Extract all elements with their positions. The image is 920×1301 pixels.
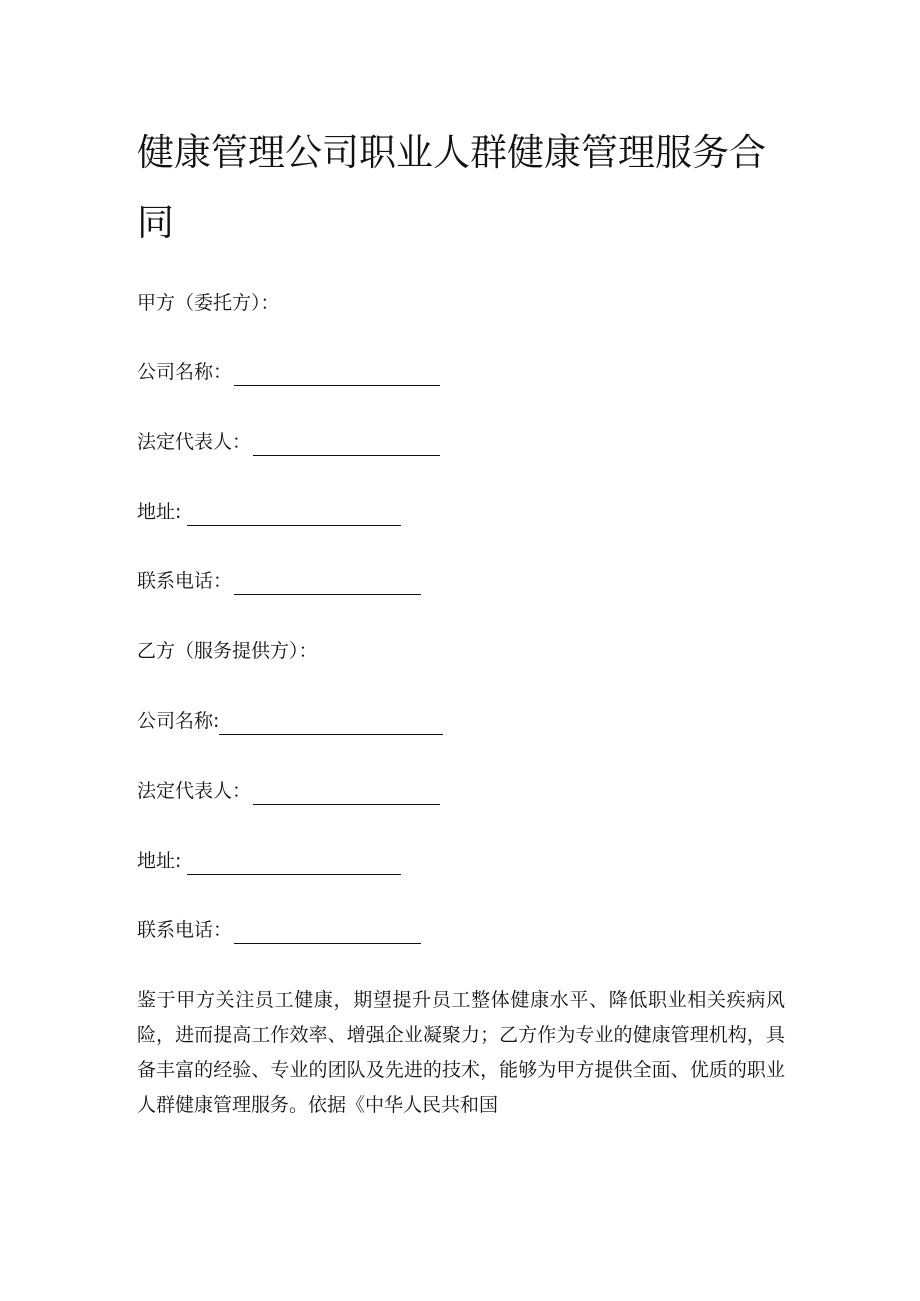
party-b-heading: 乙方（服务提供方）： xyxy=(137,640,318,662)
party-b-phone-label: 联系电话： xyxy=(137,919,233,941)
document-title: 健康管理公司职业人群健康管理服务合同 xyxy=(137,131,766,244)
party-b-phone-blank[interactable] xyxy=(234,921,421,944)
party-a-legal-rep-blank[interactable] xyxy=(253,433,440,456)
party-a-legal-rep-label: 法定代表人： xyxy=(137,431,252,453)
party-b-company-name-field xyxy=(137,707,443,735)
party-b-company-name-blank[interactable] xyxy=(219,712,443,735)
party-a-phone-field xyxy=(137,567,421,595)
party-a-legal-rep-field xyxy=(137,428,440,456)
party-a-company-name-blank[interactable] xyxy=(234,363,440,386)
party-b-address-blank[interactable] xyxy=(187,852,401,875)
party-a-company-name-label: 公司名称： xyxy=(137,361,233,383)
party-b-legal-rep-label: 法定代表人： xyxy=(137,780,252,802)
party-b-address-label: 地址: xyxy=(137,850,182,872)
preamble-paragraph: 鉴于甲方关注员工健康，期望提升员工整体健康水平、降低职业相关疾病风险，进而提高工作效率、增强企业凝聚力；乙方作为专业的健康管理机构，具备丰富的经验、专业的团队及先进的技术，能够为甲方提供全面、优质的职业人群健康管理服务。依据《中华人民共和国 xyxy=(137,989,785,1116)
party-a-phone-blank[interactable] xyxy=(234,572,421,595)
party-b-address-field xyxy=(137,847,401,875)
party-a-heading: 甲方（委托方）： xyxy=(137,292,280,314)
party-b-legal-rep-blank[interactable] xyxy=(253,782,440,805)
party-a-address-label: 地址: xyxy=(137,501,182,523)
party-b-legal-rep-field xyxy=(137,777,440,805)
party-b-phone-field xyxy=(137,916,421,944)
party-b-company-name-label: 公司名称: xyxy=(137,710,220,732)
party-a-address-field xyxy=(137,498,401,526)
party-a-phone-label: 联系电话： xyxy=(137,570,233,592)
party-a-company-name-field xyxy=(137,358,440,386)
party-a-address-blank[interactable] xyxy=(187,503,401,526)
